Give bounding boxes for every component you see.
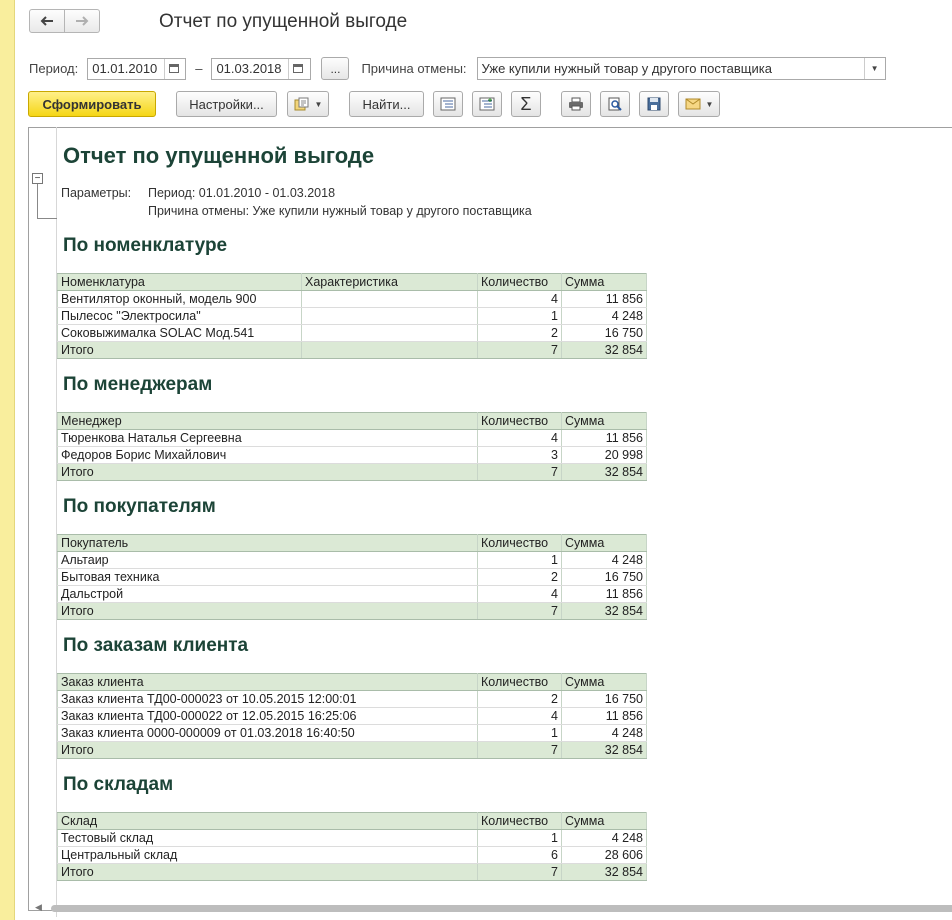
period-select-button[interactable]: ... <box>321 57 349 80</box>
section-title-managers: По менеджерам <box>63 374 213 395</box>
group-bracket <box>37 184 57 219</box>
collapse-group-button[interactable]: − <box>32 173 43 184</box>
period-label: Период: <box>29 61 79 76</box>
total-cell: Итого <box>58 864 478 881</box>
total-cell: 32 854 <box>562 464 647 481</box>
param-period: Период: 01.01.2010 - 01.03.2018 <box>148 186 336 200</box>
table-cell[interactable]: 16 750 <box>562 325 647 342</box>
nomenclature-table <box>57 273 647 359</box>
table-cell[interactable]: Дальстрой <box>58 586 478 603</box>
scroll-left-icon[interactable]: ◀ <box>35 902 42 912</box>
table-cell[interactable]: 4 <box>478 708 562 725</box>
column-header: Номенклатура <box>58 274 302 291</box>
total-cell: 32 854 <box>562 603 647 620</box>
total-row <box>58 864 647 881</box>
column-header: Сумма <box>562 535 647 552</box>
total-cell: 32 854 <box>562 342 647 359</box>
total-row <box>58 464 647 481</box>
table-cell[interactable]: 1 <box>478 308 562 325</box>
table-row[interactable] <box>58 691 647 708</box>
column-header: Покупатель <box>58 535 478 552</box>
total-cell: Итого <box>58 464 478 481</box>
total-cell: 7 <box>478 742 562 759</box>
table-cell[interactable]: Соковыжималка SOLAC Мод.541 <box>58 325 302 342</box>
table-row[interactable] <box>58 847 647 864</box>
preview-button[interactable] <box>600 91 630 117</box>
print-button[interactable] <box>561 91 591 117</box>
table-cell[interactable]: 20 998 <box>562 447 647 464</box>
total-row <box>58 342 647 359</box>
table-cell[interactable]: 6 <box>478 847 562 864</box>
calendar-icon <box>169 64 179 73</box>
scrollbar-thumb[interactable] <box>51 905 952 912</box>
chevron-down-icon: ▼ <box>705 99 714 109</box>
grouping-gutter <box>29 127 57 917</box>
table-cell[interactable]: Пылесос "Электросила" <box>58 308 302 325</box>
reason-label: Причина отмены: <box>361 61 467 76</box>
table-cell[interactable]: 1 <box>478 725 562 742</box>
section-title-warehouses: По складам <box>63 774 174 795</box>
column-header: Количество <box>478 674 562 691</box>
total-cell: 7 <box>478 864 562 881</box>
column-header: Сумма <box>562 813 647 830</box>
generate-button[interactable]: Сформировать <box>28 91 156 117</box>
chevron-down-icon: ▼ <box>314 99 323 109</box>
table-cell[interactable]: 1 <box>478 552 562 569</box>
table-cell[interactable]: Заказ клиента ТД00-000022 от 12.05.2015 16:25:06 <box>58 708 478 725</box>
section-title-customers: По покупателям <box>63 496 216 517</box>
printer-icon <box>568 97 584 111</box>
table-cell[interactable]: Федоров Борис Михайлович <box>58 447 478 464</box>
back-button[interactable] <box>29 9 65 33</box>
table-header <box>58 813 647 830</box>
section-title-nomenclature: По номенклатуре <box>63 235 228 256</box>
reason-value: Уже купили нужный товар у другого поставщика <box>481 61 772 76</box>
report-variants-icon <box>294 97 310 111</box>
table-cell[interactable]: 11 856 <box>562 291 647 308</box>
table-header <box>58 413 647 430</box>
arrow-left-icon <box>40 16 54 26</box>
total-cell: Итого <box>58 742 478 759</box>
find-button[interactable]: Найти... <box>349 91 424 117</box>
column-header: Сумма <box>562 274 647 291</box>
date-from-field[interactable] <box>87 58 186 80</box>
column-header: Количество <box>478 535 562 552</box>
column-header: Характеристика <box>302 274 478 291</box>
customers-table <box>57 534 647 620</box>
total-cell: 7 <box>478 603 562 620</box>
sum-button[interactable] <box>511 91 541 117</box>
column-header: Менеджер <box>58 413 478 430</box>
table-cell[interactable]: 11 856 <box>562 708 647 725</box>
forward-button[interactable] <box>65 9 100 33</box>
group-collapse-button[interactable] <box>433 91 463 117</box>
table-cell[interactable]: Тестовый склад <box>58 830 478 847</box>
table-cell[interactable]: 1 <box>478 830 562 847</box>
table-cell[interactable]: 4 248 <box>562 308 647 325</box>
param-reason: Причина отмены: Уже купили нужный товар у другого поставщика <box>148 204 532 218</box>
column-header: Склад <box>58 813 478 830</box>
report-title: Отчет по упущенной выгоде <box>63 143 375 168</box>
table-cell[interactable]: 11 856 <box>562 430 647 447</box>
settings-button[interactable]: Настройки... <box>176 91 277 117</box>
table-cell[interactable]: Вентилятор оконный, модель 900 <box>58 291 302 308</box>
left-panel-strip <box>0 0 15 920</box>
calendar-from-button[interactable] <box>164 59 183 79</box>
table-cell[interactable]: Заказ клиента 0000-000009 от 01.03.2018 16:40:50 <box>58 725 478 742</box>
table-cell[interactable]: 2 <box>478 325 562 342</box>
orders-table <box>57 673 647 759</box>
calendar-to-button[interactable] <box>288 59 307 79</box>
params-label: Параметры: <box>61 186 132 200</box>
column-header: Сумма <box>562 413 647 430</box>
table-cell[interactable]: 4 <box>478 291 562 308</box>
table-cell[interactable]: Альтаир <box>58 552 478 569</box>
sum-icon: Σ <box>520 93 532 114</box>
table-cell[interactable] <box>302 308 478 325</box>
parameters-row <box>29 56 886 81</box>
chevron-down-icon[interactable]: ▼ <box>864 58 885 79</box>
table-cell[interactable] <box>302 325 478 342</box>
total-cell <box>302 342 478 359</box>
table-row[interactable] <box>58 830 647 847</box>
group-levels-icon <box>440 97 456 111</box>
total-cell: Итого <box>58 342 302 359</box>
table-row[interactable] <box>58 447 647 464</box>
total-row <box>58 742 647 759</box>
table-cell[interactable]: 2 <box>478 569 562 586</box>
floppy-disk-icon <box>646 97 662 111</box>
total-cell: 7 <box>478 464 562 481</box>
date-to-field[interactable] <box>211 58 311 80</box>
table-cell[interactable]: 28 606 <box>562 847 647 864</box>
period-dash: – <box>195 61 203 76</box>
print-preview-icon <box>607 97 623 111</box>
date-from-value: 01.01.2010 <box>92 61 158 76</box>
table-cell[interactable]: Бытовая техника <box>58 569 478 586</box>
column-header: Количество <box>478 274 562 291</box>
table-cell[interactable]: 11 856 <box>562 586 647 603</box>
save-button[interactable] <box>639 91 669 117</box>
table-row[interactable] <box>58 308 647 325</box>
table-cell[interactable]: 3 <box>478 447 562 464</box>
table-row[interactable] <box>58 430 647 447</box>
column-header: Сумма <box>562 674 647 691</box>
table-row[interactable] <box>58 725 647 742</box>
navigation-buttons <box>29 9 100 33</box>
table-cell[interactable] <box>302 291 478 308</box>
total-row <box>58 603 647 620</box>
variants-menu-button[interactable] <box>287 91 329 117</box>
date-to-value: 01.03.2018 <box>216 61 282 76</box>
total-cell: 7 <box>478 342 562 359</box>
managers-table <box>57 412 647 481</box>
group-expand-button[interactable] <box>472 91 502 117</box>
group-expand-icon <box>479 97 495 111</box>
table-row[interactable] <box>58 291 647 308</box>
column-header: Количество <box>478 813 562 830</box>
window-title: Отчет по упущенной выгоде <box>159 11 408 32</box>
arrow-right-icon <box>75 16 89 26</box>
warehouses-table <box>57 812 647 881</box>
table-cell[interactable]: Центральный склад <box>58 847 478 864</box>
table-header <box>58 535 647 552</box>
horizontal-scrollbar[interactable] <box>29 902 952 916</box>
table-cell[interactable]: 16 750 <box>562 691 647 708</box>
reason-select[interactable] <box>477 57 886 80</box>
table-row[interactable] <box>58 552 647 569</box>
table-row[interactable] <box>58 708 647 725</box>
table-cell[interactable]: 4 <box>478 430 562 447</box>
column-header: Заказ клиента <box>58 674 478 691</box>
table-row[interactable] <box>58 586 647 603</box>
section-title-orders: По заказам клиента <box>63 635 249 656</box>
total-cell: Итого <box>58 603 478 620</box>
send-email-button[interactable] <box>678 91 720 117</box>
table-cell[interactable]: 4 248 <box>562 830 647 847</box>
table-header <box>58 274 647 291</box>
calendar-icon <box>293 64 303 73</box>
table-cell[interactable]: 4 <box>478 586 562 603</box>
table-row[interactable] <box>58 325 647 342</box>
table-cell[interactable]: 16 750 <box>562 569 647 586</box>
table-cell[interactable]: 4 248 <box>562 725 647 742</box>
total-cell: 32 854 <box>562 742 647 759</box>
table-cell[interactable]: 2 <box>478 691 562 708</box>
table-cell[interactable]: 4 248 <box>562 552 647 569</box>
table-header <box>58 674 647 691</box>
table-cell[interactable]: Заказ клиента ТД00-000023 от 10.05.2015 12:00:01 <box>58 691 478 708</box>
table-row[interactable] <box>58 569 647 586</box>
envelope-icon <box>685 98 701 110</box>
table-cell[interactable]: Тюренкова Наталья Сергеевна <box>58 430 478 447</box>
total-cell: 32 854 <box>562 864 647 881</box>
column-header: Количество <box>478 413 562 430</box>
